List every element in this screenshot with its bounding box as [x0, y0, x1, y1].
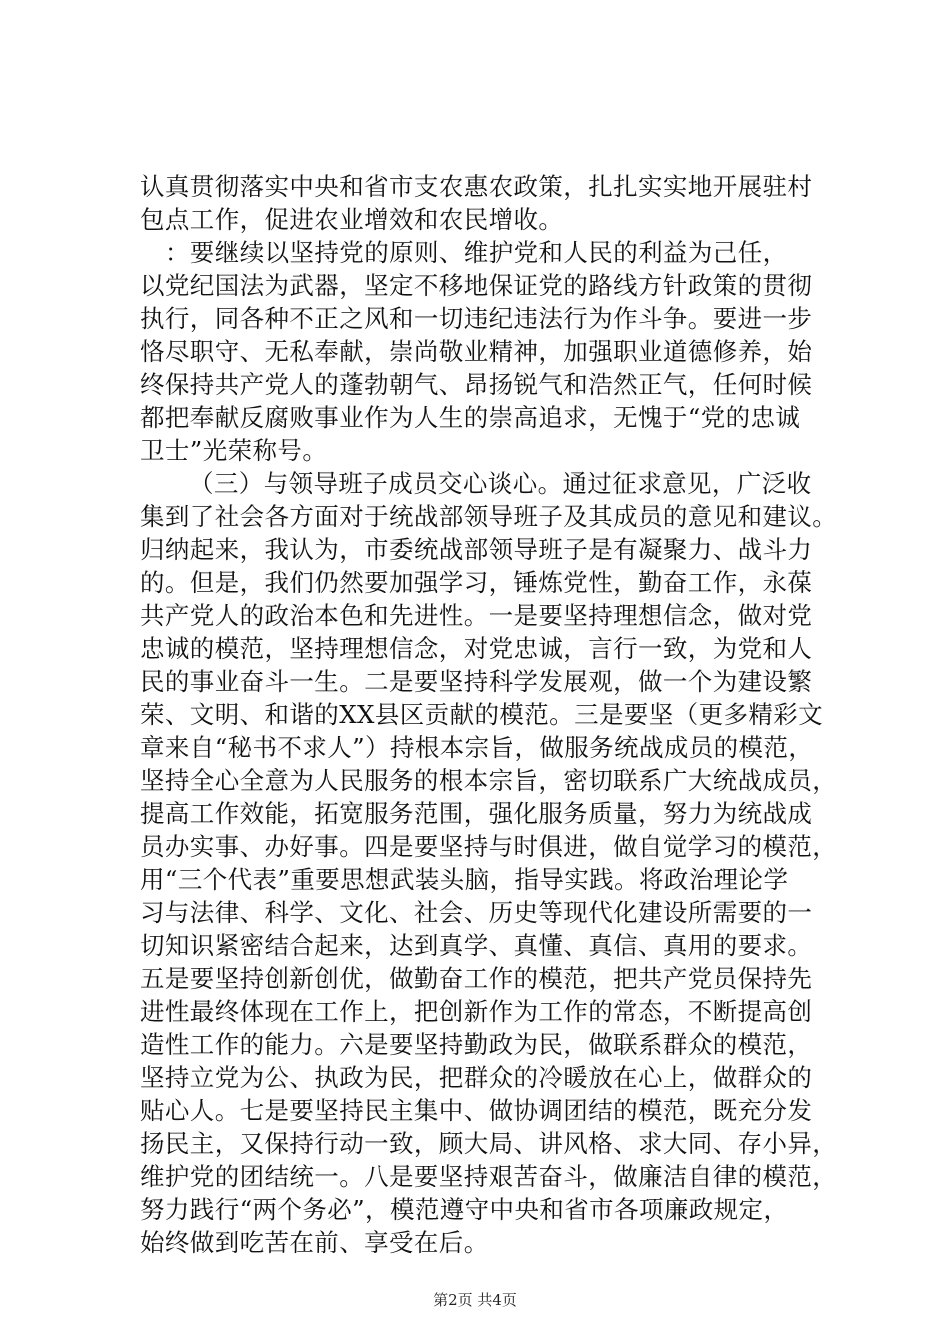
- text-line: 包点工作，促进农业增效和农民增收。: [140, 205, 564, 234]
- text-line: 扬民主，又保持行动一致，顾大局、讲风格、求大同、存小异，: [140, 1129, 838, 1158]
- text-line: 贴心人。七是要坚持民主集中、做协调团结的模范，既充分发: [140, 1096, 813, 1125]
- text-line: 维护党的团结统一。八是要坚持艰苦奋斗，做廉洁自律的模范，: [140, 1162, 838, 1191]
- text-line: 恪尽职守、无私奉献，崇尚敬业精神，加强职业道德修养，始: [140, 337, 813, 366]
- text-line: 执行，同各种不正之风和一切违纪违法行为作斗争。要进一步: [140, 304, 813, 333]
- text-line: 荣、文明、和谐的XX县区贡献的模范。三是要坚（更多精彩文: [140, 700, 824, 729]
- text-line: 习与法律、科学、文化、社会、历史等现代化建设所需要的一: [140, 898, 813, 927]
- body-text: [140, 170, 846, 1259]
- text-line: 坚持立党为公、执政为民，把群众的冷暖放在心上，做群众的: [140, 1063, 813, 1092]
- text-line: 卫士”光荣称号。: [140, 436, 328, 465]
- text-line: 用“三个代表”重要思想武装头脑，指导实践。将政治理论学: [140, 865, 789, 894]
- text-line: 归纳起来，我认为，市委统战部领导班子是有凝聚力、战斗力: [140, 535, 813, 564]
- text-line: 五是要坚持创新创优，做勤奋工作的模范，把共产党员保持先: [140, 964, 813, 993]
- section-heading-line: （三）与领导班子成员交心谈心。通过征求意见，广泛收: [189, 469, 812, 498]
- text-line: 终保持共产党人的蓬勃朝气、昂扬锐气和浩然正气，任何时候: [140, 370, 813, 399]
- text-line: 共产党人的政治本色和先进性。一是要坚持理想信念，做对党: [140, 601, 813, 630]
- text-line: 都把奉献反腐败事业作为人生的崇高追求，无愧于“党的忠诚: [140, 403, 801, 432]
- text-line: 坚持全心全意为人民服务的根本宗旨，密切联系广大统战成员，: [140, 766, 838, 795]
- text-line: 造性工作的能力。六是要坚持勤政为民，做联系群众的模范，: [140, 1030, 813, 1059]
- text-line: 章来自“秘书不求人”）持根本宗旨，做服务统战成员的模范，: [140, 733, 814, 762]
- text-line: 的。但是，我们仍然要加强学习，锤炼党性，勤奋工作，永葆: [140, 568, 813, 597]
- text-line: 忠诚的模范，坚持理想信念，对党忠诚，言行一致，为党和人: [140, 634, 813, 663]
- text-line: 以党纪国法为武器，坚定不移地保证党的路线方针政策的贯彻: [140, 271, 813, 300]
- text-line: 民的事业奋斗一生。二是要坚持科学发展观，做一个为建设繁: [140, 667, 813, 696]
- text-line: 努力践行“两个务必”，模范遵守中央和省市各项廉政规定，: [140, 1195, 789, 1224]
- text-line: 员办实事、办好事。四是要坚持与时俱进，做自觉学习的模范，: [140, 832, 838, 861]
- text-line: ：要继续以坚持党的原则、维护党和人民的利益为己任，: [165, 238, 788, 267]
- text-line: 进性最终体现在工作上，把创新作为工作的常态，不断提高创: [140, 997, 813, 1026]
- text-line: 切知识紧密结合起来，达到真学、真懂、真信、真用的要求。: [140, 931, 813, 960]
- text-line: 始终做到吃苦在前、享受在后。: [140, 1228, 489, 1257]
- text-line: 提高工作效能，拓宽服务范围，强化服务质量，努力为统战成: [140, 799, 813, 828]
- text-line: 认真贯彻落实中央和省市支农惠农政策，扎扎实实地开展驻村: [140, 172, 813, 201]
- page-number-footer: 第2页 共4页: [433, 1291, 517, 1309]
- text-line: 集到了社会各方面对于统战部领导班子及其成员的意见和建议。: [140, 502, 838, 531]
